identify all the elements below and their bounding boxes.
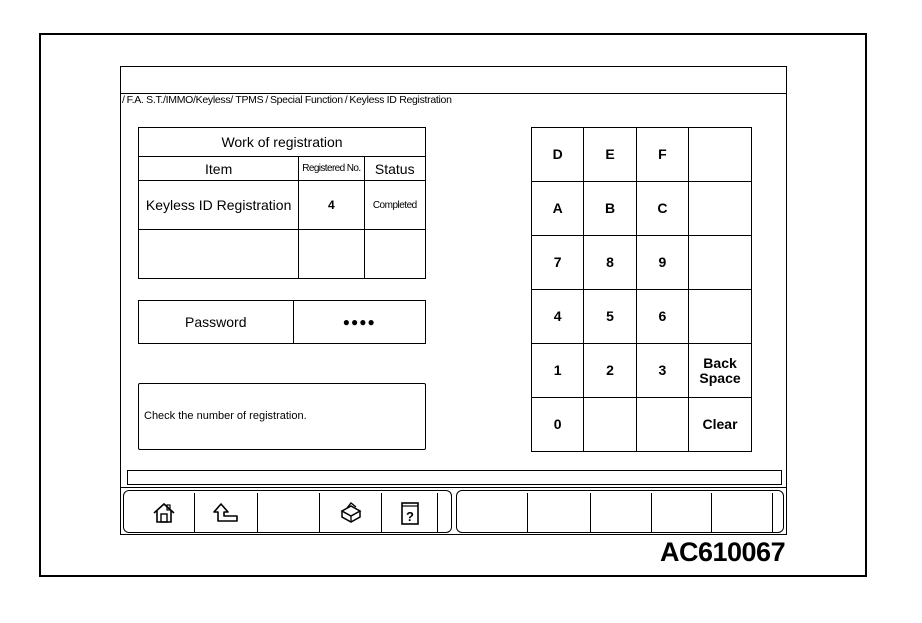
- key-blank: [584, 398, 636, 452]
- function-bar-right: [456, 490, 784, 533]
- key-4[interactable]: 4: [532, 290, 584, 344]
- header-item: Item: [139, 157, 299, 181]
- key-1[interactable]: 1: [532, 344, 584, 398]
- table-row: [139, 181, 426, 230]
- back-arrow-icon: [212, 501, 240, 525]
- footer-divider: [120, 487, 787, 488]
- key-a[interactable]: A: [532, 182, 584, 236]
- key-7[interactable]: 7: [532, 236, 584, 290]
- password-field[interactable]: ●●●●: [293, 301, 425, 344]
- key-blank: [689, 128, 752, 182]
- key-b[interactable]: B: [584, 182, 636, 236]
- cell-item: Keyless ID Registration: [139, 181, 299, 230]
- help-icon-label: ?: [405, 508, 414, 524]
- breadcrumb-item-keyless-id: Keyless ID Registration: [349, 94, 452, 106]
- figure-code: AC610067: [660, 537, 786, 567]
- key-blank: [689, 182, 752, 236]
- cell-status: [364, 230, 425, 279]
- key-c[interactable]: C: [636, 182, 688, 236]
- key-9[interactable]: 9: [636, 236, 688, 290]
- key-f[interactable]: F: [636, 128, 688, 182]
- function-bar-left: [123, 490, 452, 533]
- function-button-empty: [258, 493, 320, 532]
- header-status: Status: [364, 157, 425, 181]
- key-0[interactable]: 0: [532, 398, 584, 452]
- key-clear[interactable]: Clear: [689, 398, 752, 452]
- key-6[interactable]: 6: [636, 290, 688, 344]
- key-8[interactable]: 8: [584, 236, 636, 290]
- home-button[interactable]: [134, 493, 195, 532]
- function-key-3[interactable]: [591, 493, 652, 532]
- key-e[interactable]: E: [584, 128, 636, 182]
- breadcrumb: / F.A. S.T./IMMO/Keyless/ TPMS / Special Function / Keyless ID Registration: [122, 94, 452, 106]
- progress-bar: [127, 470, 782, 485]
- keypad: [531, 127, 752, 452]
- password-table: [138, 300, 426, 344]
- password-label: Password: [139, 301, 294, 344]
- cell-item: [139, 230, 299, 279]
- table-row: [139, 230, 426, 279]
- key-5[interactable]: 5: [584, 290, 636, 344]
- key-back-space[interactable]: Back Space: [689, 344, 752, 398]
- header-registered-no: Registered No.: [299, 157, 364, 181]
- print-icon: [338, 501, 364, 525]
- message-box: [138, 383, 426, 450]
- key-2[interactable]: 2: [584, 344, 636, 398]
- message-text: Check the number of registration.: [144, 410, 307, 422]
- print-button[interactable]: [320, 493, 382, 532]
- cell-registered-no: 4: [299, 181, 364, 230]
- registration-table: [138, 127, 426, 279]
- key-3[interactable]: 3: [636, 344, 688, 398]
- key-blank: [636, 398, 688, 452]
- key-blank: [689, 236, 752, 290]
- cell-status: Completed: [364, 181, 425, 230]
- function-key-1[interactable]: [467, 493, 528, 532]
- cell-registered-no: [299, 230, 364, 279]
- table-title: Work of registration: [139, 128, 426, 157]
- breadcrumb-item-special-function[interactable]: Special Function: [269, 94, 343, 106]
- key-blank: [689, 290, 752, 344]
- key-d[interactable]: D: [532, 128, 584, 182]
- breadcrumb-item-fast[interactable]: F.A. S.T./IMMO/Keyless/ TPMS: [126, 94, 264, 106]
- function-key-5[interactable]: [712, 493, 773, 532]
- function-key-4[interactable]: [652, 493, 712, 532]
- help-button[interactable]: [382, 493, 438, 532]
- return-button[interactable]: [195, 493, 258, 532]
- home-icon: [151, 501, 177, 525]
- function-key-2[interactable]: [528, 493, 591, 532]
- help-icon: [399, 500, 421, 526]
